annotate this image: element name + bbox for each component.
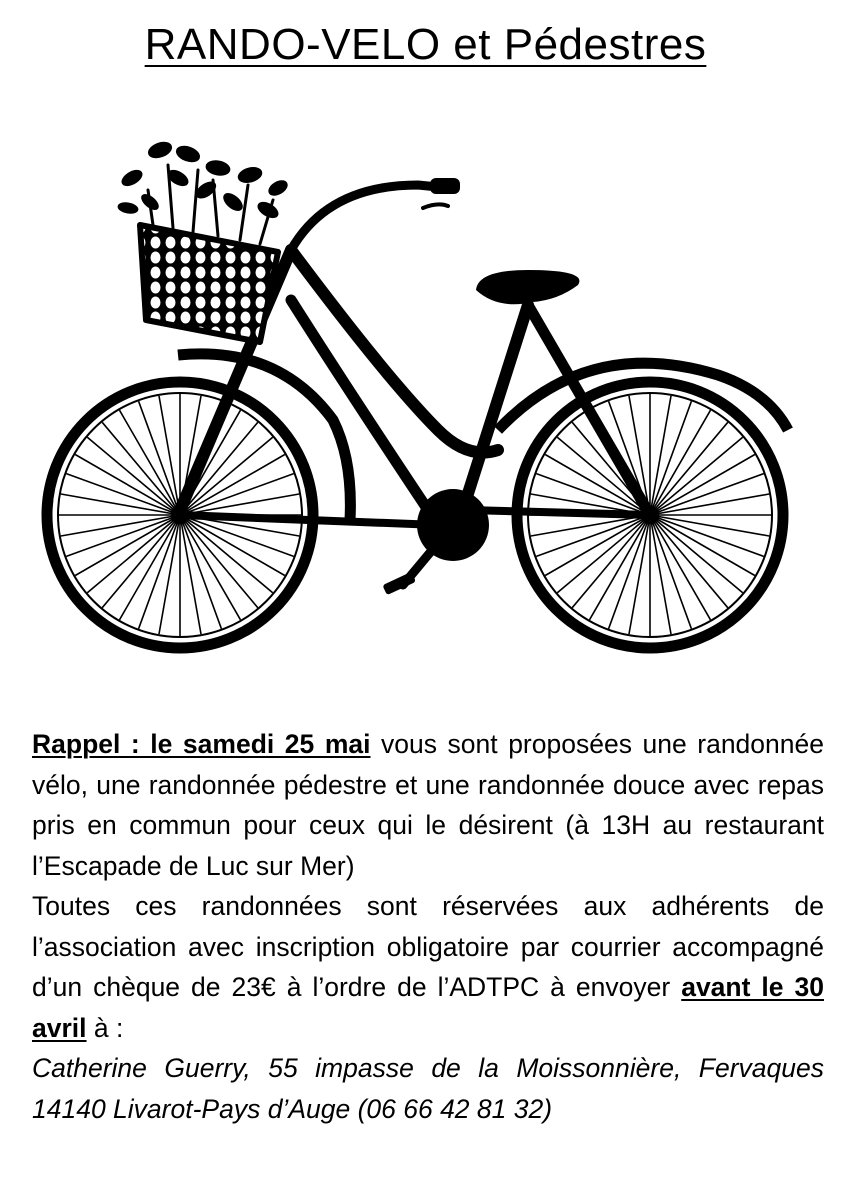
- registration-details: Toutes ces randonnées sont réservées aux adhérents de l’association avec inscription obligatoire par courrier accompagné d’un chèque de 23€ à l’ordre de l’ADTPC à envoyer: [32, 891, 824, 1002]
- registration-end: à :: [86, 1012, 124, 1043]
- bicycle-with-flower-basket-icon: [28, 130, 828, 690]
- registration-deadline: avant le 30 avril: [32, 972, 825, 1043]
- registration-paragraph: [32, 886, 824, 1048]
- announcement-text: [32, 724, 824, 1129]
- reminder-paragraph: [32, 724, 824, 886]
- mailing-address: Catherine Guerry, 55 impasse de la Moissonnière, Fervaques 14140 Livarot-Pays d’Auge (06 66 42 81 32): [32, 1053, 824, 1124]
- page-title-text: RANDO-VELO et Pédestres: [144, 20, 707, 69]
- flower-basket: [117, 139, 289, 342]
- handlebar-grip: [430, 178, 460, 194]
- reminder-date: Rappel : le samedi 25 mai: [32, 729, 371, 759]
- reminder-details: vous sont proposées une randonnée vélo, une randonnée pédestre et une randonnée douce avec repas pris en commun pour ceux qui le désirent (à 13H au restaurant l’Escapade de Luc sur Mer): [32, 729, 824, 881]
- page-title: [0, 18, 851, 72]
- saddle: [476, 270, 579, 304]
